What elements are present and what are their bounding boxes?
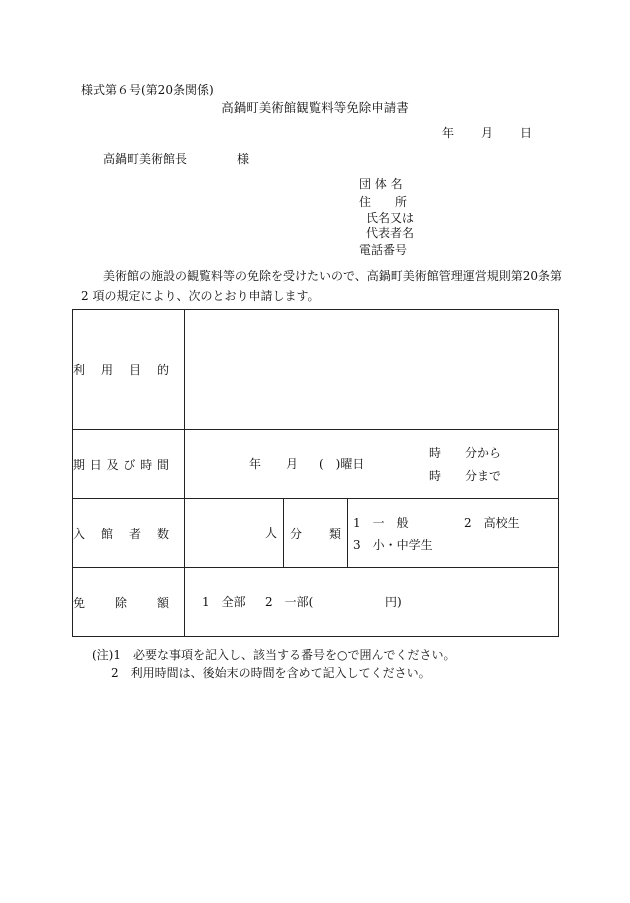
applicant-phone: 電話番号: [359, 243, 408, 257]
application-table: [72, 309, 559, 637]
purpose-field[interactable]: [185, 310, 559, 430]
datetime-weekday: ( )曜日: [319, 457, 365, 471]
applicant-address: 住 所: [359, 195, 408, 209]
note-2: 2 利用時間は、後始末の時間を含めて記入してください。: [111, 666, 431, 680]
visitors-row: [73, 499, 559, 568]
exemption-row: [73, 568, 559, 637]
time-to-hour: 時: [429, 469, 442, 483]
form-number: 様式第６号(第20条関係): [81, 83, 214, 97]
exemption-field[interactable]: [185, 568, 559, 637]
datetime-field[interactable]: [185, 430, 559, 499]
body-text-line1: 美術館の施設の観覧料等の免除を受けたいので、高鍋町美術館管理運営規則第20条第: [103, 269, 563, 283]
datetime-month: 月: [286, 457, 299, 471]
category-option-general[interactable]: 1 一 般: [353, 516, 409, 530]
date-year: 年: [442, 126, 455, 140]
category-label: 分 類: [284, 499, 348, 568]
document-title: 高鍋町美術館観覧料等免除申請書: [221, 100, 409, 115]
honorific: 様: [237, 152, 250, 166]
exemption-yen: 円): [385, 595, 402, 609]
time-to-minute: 分まで: [465, 469, 502, 483]
visitors-label: 入 館 者 数: [73, 499, 185, 568]
note-1: (注)1 必要な事項を記入し、該当する番号を○で囲んでください。: [92, 648, 456, 662]
time-from-minute: 分から: [465, 446, 502, 460]
datetime-year: 年: [249, 457, 262, 471]
applicant-name-line2: 代表者名: [366, 226, 415, 240]
purpose-label: 利 用 目 的: [73, 310, 185, 430]
applicant-group-name: 団 体 名: [359, 177, 403, 191]
datetime-row: [73, 430, 559, 499]
applicant-name-line1: 氏名又は: [366, 211, 415, 225]
time-from-hour: 時: [429, 446, 442, 460]
purpose-row: [73, 310, 559, 430]
visitors-field[interactable]: [185, 499, 284, 568]
date-month: 月: [481, 126, 494, 140]
category-option-highschool[interactable]: 2 高校生: [464, 516, 520, 530]
body-text-line2: 2 項の規定により、次のとおり申請します。: [81, 289, 320, 303]
datetime-label: 期 日 及 び 時 間: [73, 430, 185, 499]
exemption-option-partial[interactable]: 2 一部(: [265, 595, 314, 609]
category-field[interactable]: [348, 499, 559, 568]
exemption-label: 免 除 額: [73, 568, 185, 637]
addressee: 高鍋町美術館長: [103, 152, 188, 166]
exemption-option-full[interactable]: 1 全部: [202, 595, 246, 609]
visitors-unit: 人: [264, 526, 277, 540]
date-line: [442, 127, 532, 139]
category-option-elementary-middle[interactable]: 3 小・中学生: [353, 538, 433, 552]
date-day: 日: [520, 126, 533, 140]
